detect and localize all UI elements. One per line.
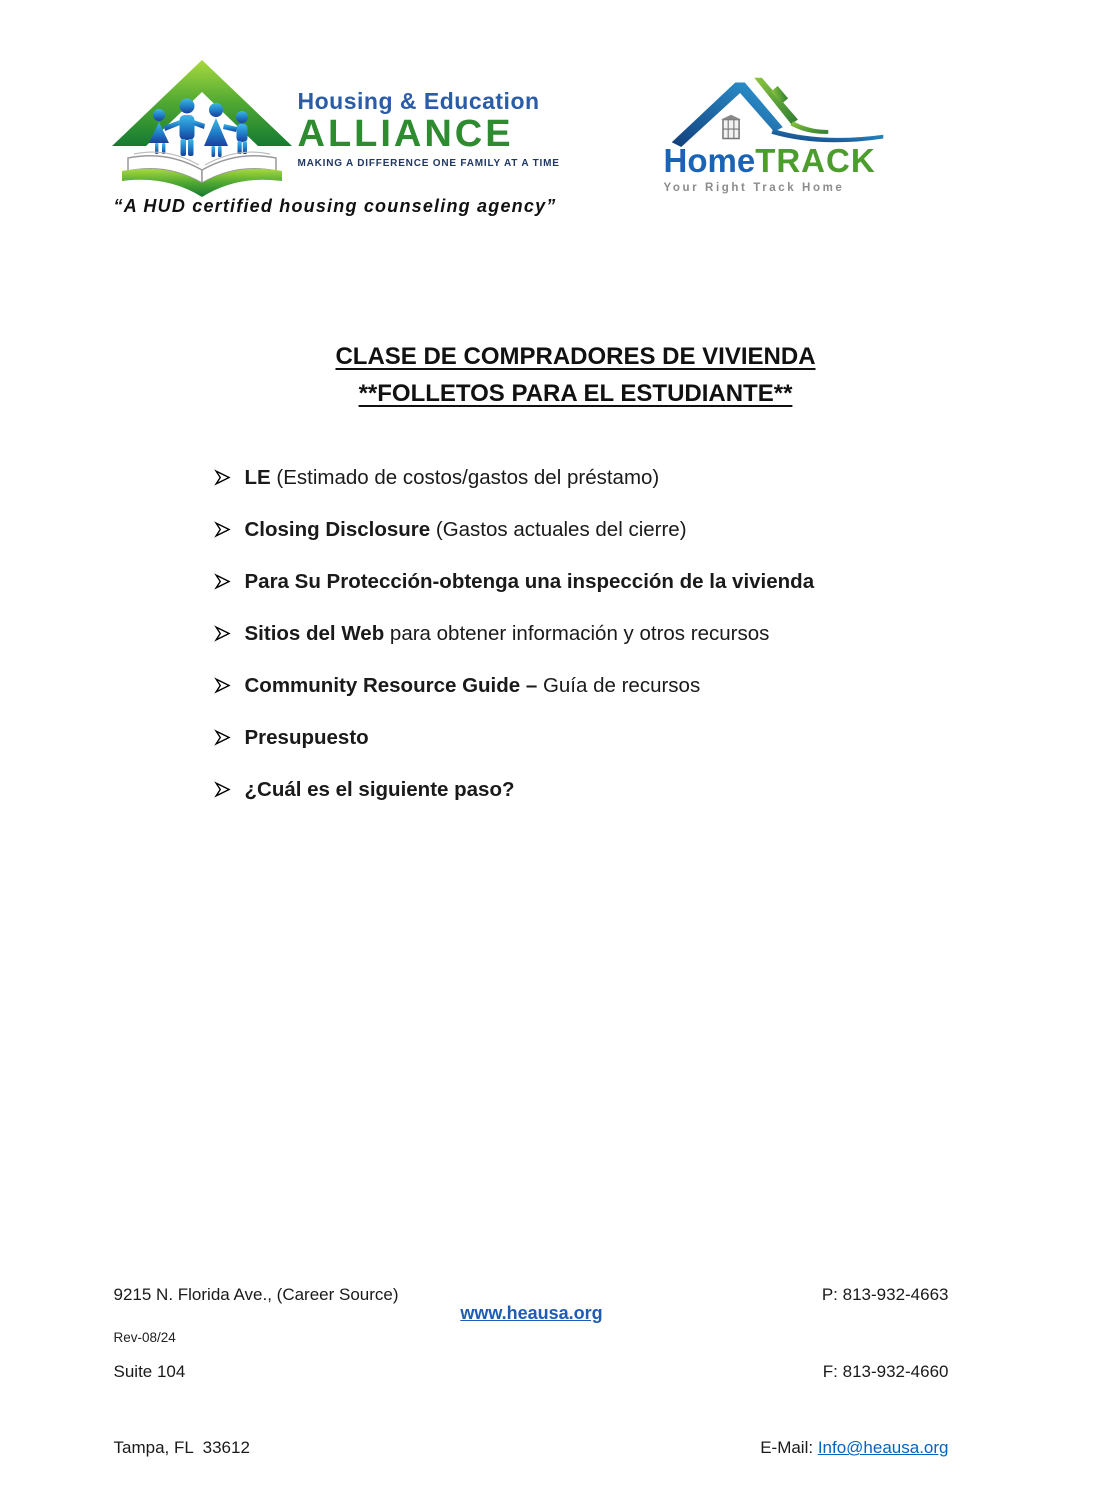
list-item-text xyxy=(245,518,687,542)
open-book-shape xyxy=(122,152,282,197)
list-item-text xyxy=(245,570,815,594)
hometrack-name-home: Home xyxy=(664,142,756,179)
document-title xyxy=(32,338,1115,412)
address-line2: Suite 104 xyxy=(114,1359,399,1385)
website-link[interactable]: www.heausa.org xyxy=(460,1303,602,1323)
email-link[interactable]: Info@heausa.org xyxy=(818,1438,949,1457)
list-item-siguiente-paso xyxy=(214,776,815,803)
hea-logo-text xyxy=(298,88,560,198)
list-item-presupuesto xyxy=(214,724,815,751)
list-item-bold-text: Para Su Protección-obtenga una inspección de la vivienda xyxy=(245,570,815,593)
title-line1: CLASE DE COMPRADORES DE VIVIENDA xyxy=(32,338,1115,375)
list-item-community-resource-guide xyxy=(214,672,815,699)
green-roof-eave-shape xyxy=(790,121,828,133)
revision-label: Rev-08/24 xyxy=(114,1330,176,1345)
hometrack-tagline: Your Right Track Home xyxy=(664,182,899,194)
document-page xyxy=(14,0,1102,1408)
title-line2: **FOLLETOS PARA EL ESTUDIANTE** xyxy=(32,375,1115,412)
hea-logo-name-line1: Housing & Education xyxy=(298,88,560,115)
fax-number: F: 813-932-4660 xyxy=(760,1359,948,1385)
arrow-bullet-icon xyxy=(214,625,231,642)
green-roof-accent-shape xyxy=(754,78,798,124)
list-item-text xyxy=(245,726,369,750)
list-item-regular-text: para obtener información y otros recursos xyxy=(384,622,769,645)
footer-website xyxy=(0,1303,1076,1324)
list-item-bold-text: Sitios del Web xyxy=(245,622,385,645)
list-item-para-su-proteccion xyxy=(214,568,815,595)
list-item-bold-text: LE xyxy=(245,466,271,489)
list-item-closing-disclosure xyxy=(214,516,815,543)
handout-list xyxy=(214,464,815,828)
list-item-text xyxy=(245,622,770,646)
footer-address xyxy=(114,1231,399,1512)
list-item-bold-text: Community Resource Guide – xyxy=(245,674,538,697)
hometrack-wordmark xyxy=(664,144,899,177)
list-item-bold-text: Closing Disclosure xyxy=(245,518,431,541)
footer-contacts xyxy=(760,1231,948,1512)
hometrack-name-track: TRACK xyxy=(755,142,875,179)
hea-family-book-roof-icon xyxy=(112,58,292,198)
window-icon xyxy=(721,115,741,139)
arrow-bullet-icon xyxy=(214,677,231,694)
arrow-bullet-icon xyxy=(214,781,231,798)
list-item-text xyxy=(245,778,515,802)
list-item-bold-text: ¿Cuál es el siguiente paso? xyxy=(245,778,515,801)
list-item-sitios-del-web xyxy=(214,620,815,647)
list-item-regular-text: Guía de recursos xyxy=(537,674,700,697)
address-line1: 9215 N. Florida Ave., (Career Source) xyxy=(114,1282,399,1308)
arrow-bullet-icon xyxy=(214,521,231,538)
hometrack-logo xyxy=(664,74,899,194)
list-item-bold-text: Presupuesto xyxy=(245,726,369,749)
hea-logo xyxy=(112,58,560,198)
hea-logo-name-line2: ALLIANCE xyxy=(298,115,560,155)
phone-number: P: 813-932-4663 xyxy=(760,1282,948,1308)
email-label: E-Mail: xyxy=(760,1438,818,1457)
hometrack-roof-icon xyxy=(664,74,892,148)
list-item-regular-text: (Gastos actuales del cierre) xyxy=(430,518,686,541)
address-line3: Tampa, FL 33612 xyxy=(114,1435,399,1461)
arrow-bullet-icon xyxy=(214,573,231,590)
list-item-text xyxy=(245,466,660,490)
email-line xyxy=(760,1435,948,1461)
green-roof-shape xyxy=(112,60,292,146)
list-item-le xyxy=(214,464,815,491)
hud-certified-quote: “A HUD certified housing counseling agency” xyxy=(114,196,557,217)
arrow-bullet-icon xyxy=(214,469,231,486)
list-item-text xyxy=(245,674,701,698)
hea-logo-tagline: MAKING A DIFFERENCE ONE FAMILY AT A TIME xyxy=(298,158,560,169)
arrow-bullet-icon xyxy=(214,729,231,746)
list-item-regular-text: (Estimado de costos/gastos del préstamo) xyxy=(271,466,660,489)
